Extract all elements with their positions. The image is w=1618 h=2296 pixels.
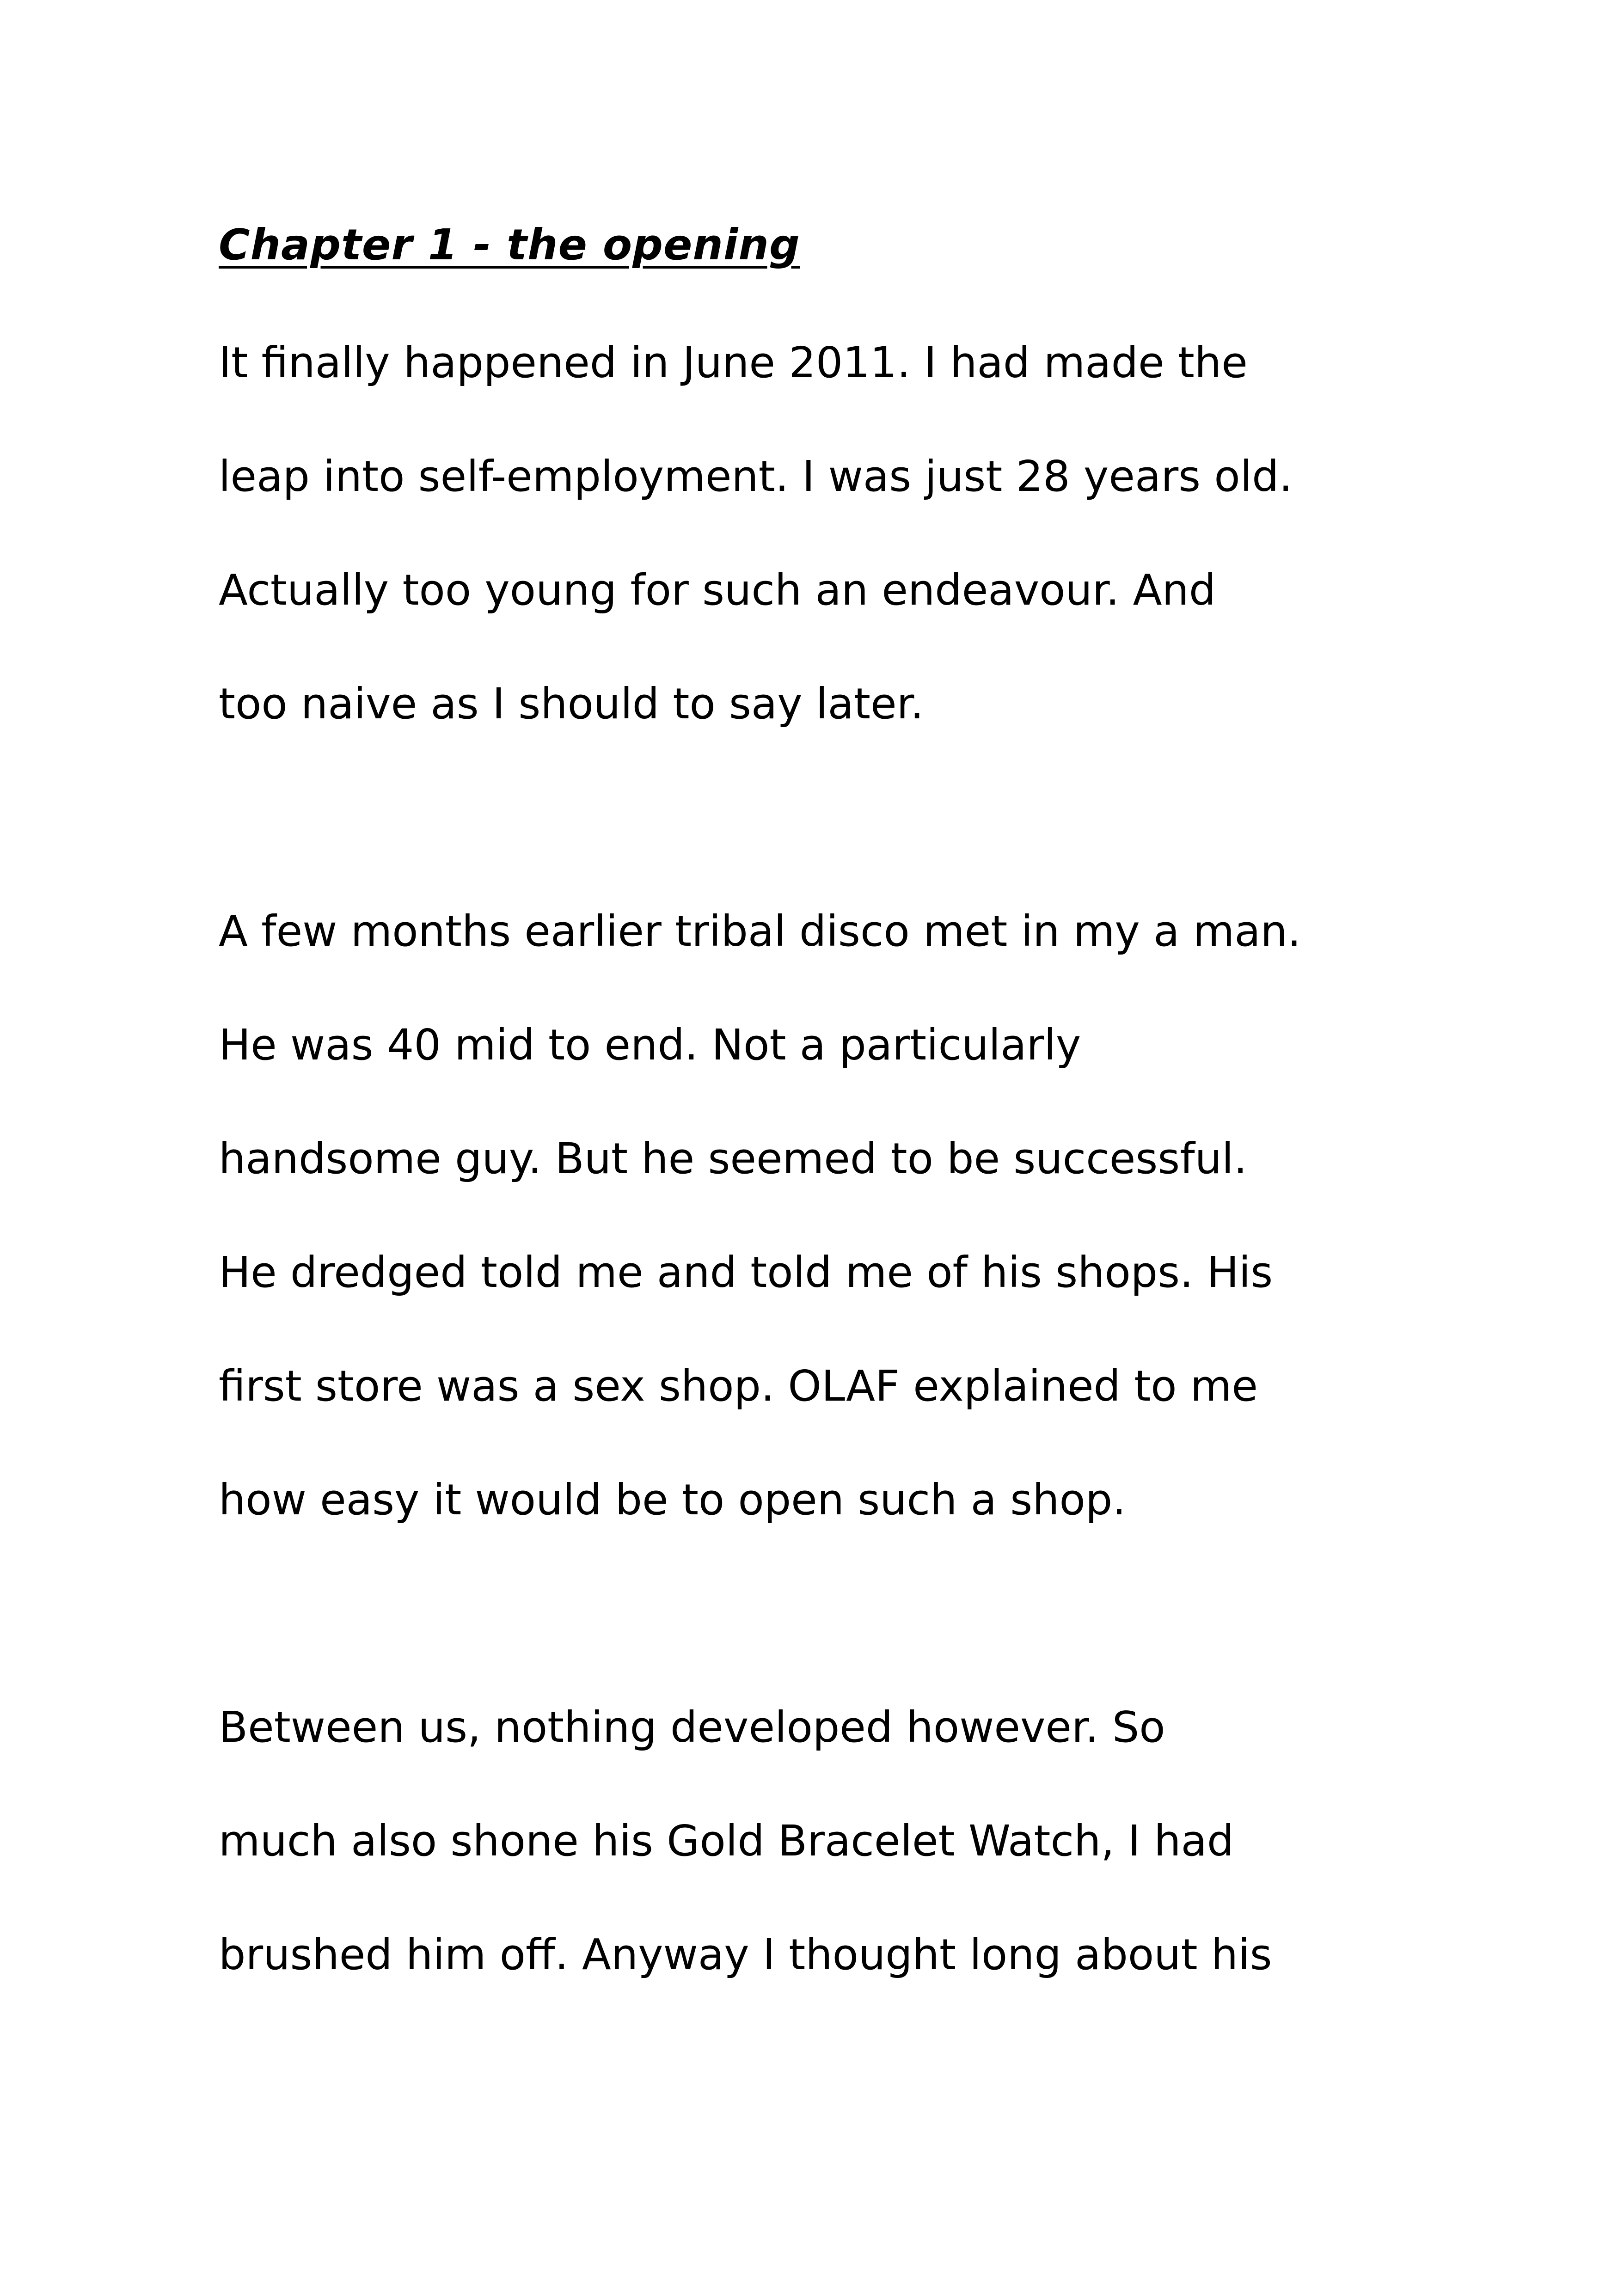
paragraph-2 <box>219 875 1467 1557</box>
paragraph-line: too naive as I should to say later. <box>219 679 924 729</box>
paragraph-line: A few months earlier tribal disco met in my a man. <box>219 906 1301 956</box>
paragraph-line: how easy it would be to open such a shop. <box>219 1475 1126 1525</box>
paragraph-line: first store was a sex shop. OLAF explained to me <box>219 1361 1258 1411</box>
paragraph-line: handsome guy. But he seemed to be successful. <box>219 1134 1247 1183</box>
chapter-title: Chapter 1 - the opening <box>219 220 800 269</box>
document-body <box>219 217 1467 2012</box>
paragraph-line: brushed him off. Anyway I thought long about his <box>219 1930 1272 1979</box>
paragraph-line: He was 40 mid to end. Not a particularly <box>219 1020 1081 1070</box>
paragraph-line: much also shone his Gold Bracelet Watch, I had <box>219 1816 1234 1866</box>
paragraph-line: leap into self-employment. I was just 28 years old. <box>219 452 1293 501</box>
paragraph-line: It finally happened in June 2011. I had made the <box>219 338 1248 387</box>
paragraph-line: Actually too young for such an endeavour. And <box>219 565 1216 615</box>
paragraph-1 <box>219 306 1467 761</box>
paragraph-line: Between us, nothing developed however. So <box>219 1702 1165 1752</box>
paragraph-line: He dredged told me and told me of his shops. His <box>219 1248 1273 1297</box>
paragraph-3 <box>219 1671 1467 2012</box>
